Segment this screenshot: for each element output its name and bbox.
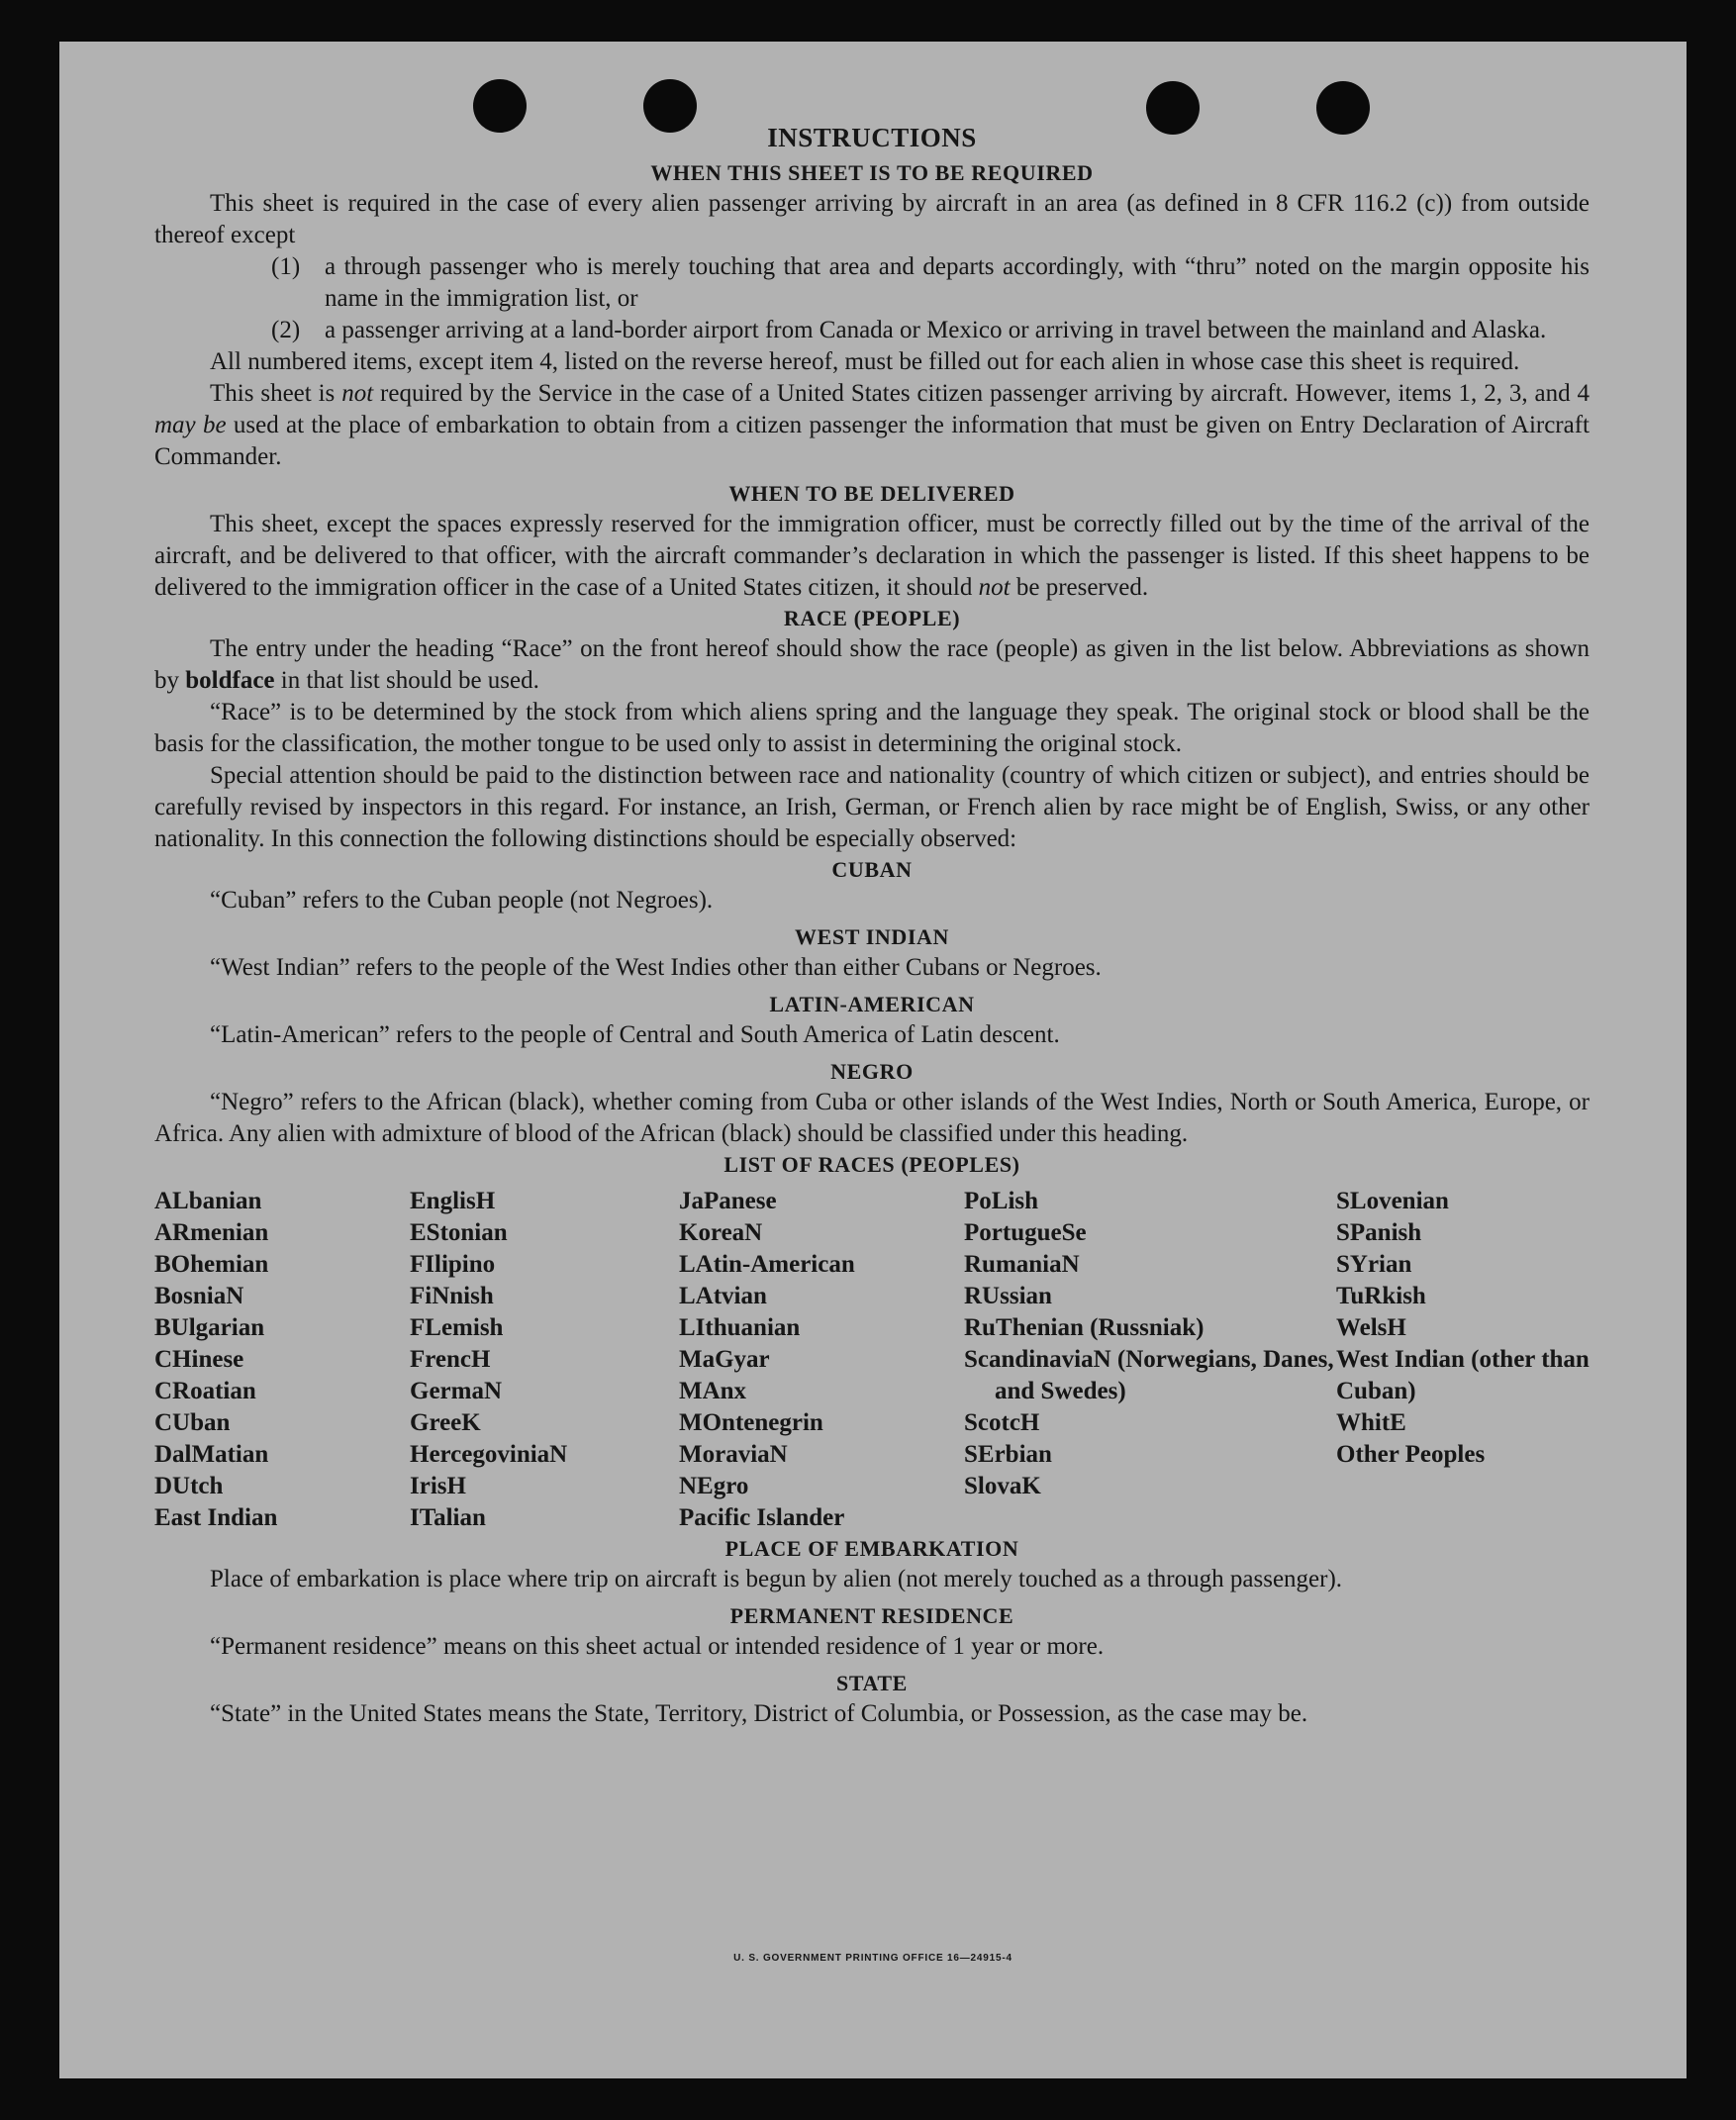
race-list-item: MOntenegrin xyxy=(679,1409,823,1436)
race-list-item: SlovaK xyxy=(964,1473,1041,1499)
race-list-item: ITalian xyxy=(410,1504,486,1531)
citizen-paragraph: This sheet is not required by the Service in the case of a United States citizen passenger arriving by aircraft. However, items 1, 2, 3, and 4 may be used at the place of embarkation to obtain from a citizen passenger the information that must be given on Entry Declaration of Aircraft Commander. xyxy=(154,380,1591,470)
printing-office-footer: U. S. GOVERNMENT PRINTING OFFICE 16—24915-4 xyxy=(733,1953,1013,1964)
cuban-definition: “Cuban” refers to the Cuban people (not Negroes). xyxy=(210,887,714,914)
item-text: a through passenger who is merely touching that area and departs accordingly, with “thru” noted on the margin opposite his name in the immigration list, or xyxy=(325,253,1590,312)
race-list-item: SYrian xyxy=(1336,1251,1412,1278)
race-list-item: MAnx xyxy=(679,1378,747,1404)
race-list-item: West Indian (other than Cuban) xyxy=(1336,1346,1590,1404)
section-heading-race: RACE (PEOPLE) xyxy=(783,606,961,630)
race-list-item: KoreaN xyxy=(679,1219,763,1246)
west-indian-definition: “West Indian” refers to the people of the West Indies other than either Cubans or Negroes. xyxy=(210,954,1102,981)
item-number: (2) xyxy=(271,317,301,343)
race-paragraph-2: “Race” is to be determined by the stock from which aliens spring and the language they speak. The original stock or blood shall be the basis for the classification, the mother tongue to be used only to assist in determining the original stock. xyxy=(154,699,1590,757)
race-list-item: WhitE xyxy=(1336,1409,1406,1436)
race-list-item: LIthuanian xyxy=(679,1314,801,1341)
race-list-item: NEgro xyxy=(679,1473,749,1499)
race-list-item: IrisH xyxy=(410,1473,466,1499)
race-list-item: SPanish xyxy=(1336,1219,1422,1246)
race-list-item: RUssian xyxy=(964,1283,1052,1309)
race-list-item: GermaN xyxy=(410,1378,503,1404)
document-sheet xyxy=(59,42,1687,2078)
race-list-item: FiNnish xyxy=(410,1283,494,1309)
race-list-item: MoraviaN xyxy=(679,1441,788,1468)
exception-item xyxy=(271,315,1590,346)
race-list-item: FIlipino xyxy=(410,1251,496,1278)
item-text: a passenger arriving at a land-border airport from Canada or Mexico or arriving in travel between the mainland and Alaska. xyxy=(325,317,1547,343)
race-list-item: SLovenian xyxy=(1336,1188,1449,1214)
race-list-item: CRoatian xyxy=(154,1378,256,1404)
race-list-item: PoLish xyxy=(964,1188,1039,1214)
residence-definition: “Permanent residence” means on this sheet actual or intended residence of 1 year or more. xyxy=(210,1633,1105,1660)
race-column xyxy=(1336,1186,1590,1534)
page-title: INSTRUCTIONS xyxy=(767,123,977,152)
race-list-item: CUban xyxy=(154,1409,231,1436)
race-list-item: ScotcH xyxy=(964,1409,1040,1436)
section-heading-residence: PERMANENT RESIDENCE xyxy=(729,1603,1014,1628)
race-list-item: FLemish xyxy=(410,1314,504,1341)
race-list-item: PortugueSe xyxy=(964,1219,1087,1246)
state-definition: “State” in the United States means the State, Territory, District of Columbia, or Possession, as the case may be. xyxy=(210,1700,1308,1727)
race-list-item: EnglisH xyxy=(410,1188,496,1214)
section-heading-latin-american: LATIN-AMERICAN xyxy=(769,992,975,1016)
race-list-item: ARmenian xyxy=(154,1219,269,1246)
race-list-item: FrencH xyxy=(410,1346,491,1373)
exception-item xyxy=(271,251,1590,315)
race-list-item: BUlgarian xyxy=(154,1314,265,1341)
race-paragraph-3: Special attention should be paid to the distinction between race and nationality (country of which citizen or subject), and entries should be carefully revised by inspectors in this regard. For instance, an Irish, German, or French alien by race might be of English, Swiss, or any other nationality. In this connection the following distinctions should be especially observed: xyxy=(154,762,1590,852)
negro-definition: “Negro” refers to the African (black), whether coming from Cuba or other islands of the West Indies, North or South America, Europe, or Africa. Any alien with admixture of blood of the African (black) should be classified under this heading. xyxy=(154,1089,1590,1147)
race-list-item: LAtin-American xyxy=(679,1251,855,1278)
section-heading-negro: NEGRO xyxy=(830,1059,914,1084)
race-list-item: SErbian xyxy=(964,1441,1052,1468)
race-list-item: GreeK xyxy=(410,1409,481,1436)
section-heading-list-of-races: LIST OF RACES (PEOPLES) xyxy=(723,1152,1020,1177)
item-number: (1) xyxy=(271,253,301,280)
section-heading-west-indian: WEST INDIAN xyxy=(795,924,949,949)
race-list xyxy=(154,1186,1590,1534)
race-list-item: WelsH xyxy=(1336,1314,1406,1341)
race-list-item: JaPanese xyxy=(679,1188,777,1214)
race-list-item: DUtch xyxy=(154,1473,224,1499)
section-heading-state: STATE xyxy=(836,1671,908,1695)
race-list-item: TuRkish xyxy=(1336,1283,1426,1309)
race-list-item: ALbanian xyxy=(154,1188,262,1214)
section-heading-embarkation: PLACE OF EMBARKATION xyxy=(724,1536,1019,1561)
when-required-intro: This sheet is required in the case of every alien passenger arriving by aircraft in an area (as defined in 8 CFR 116.2 (c)) from outside thereof except xyxy=(154,190,1590,248)
race-column xyxy=(154,1186,410,1534)
section-heading-when-delivered: WHEN TO BE DELIVERED xyxy=(728,481,1015,506)
race-list-item: DalMatian xyxy=(154,1441,269,1468)
race-list-item: BosniaN xyxy=(154,1283,244,1309)
race-list-item: RuThenian (Russniak) xyxy=(964,1314,1205,1341)
instructions-content xyxy=(154,117,1590,1730)
race-list-item: MaGyar xyxy=(679,1346,770,1373)
race-list-item: EStonian xyxy=(410,1219,508,1246)
section-heading-cuban: CUBAN xyxy=(831,857,913,882)
race-list-item: CHinese xyxy=(154,1346,244,1373)
race-list-item: ScandinaviaN (Norwegians, Danes, and Swedes) xyxy=(964,1346,1334,1404)
race-column xyxy=(964,1186,1336,1534)
when-delivered-paragraph: This sheet, except the spaces expressly reserved for the immigration officer, must be correctly filled out by the time of the arrival of the aircraft, and be delivered to that officer, with the aircraft commander’s declaration in which the passenger is listed. If this sheet happens to be delivered to the immigration officer in the case of a United States citizen, it should not be preserved. xyxy=(154,511,1590,601)
race-list-item: East Indian xyxy=(154,1504,278,1531)
race-list-item: BOhemian xyxy=(154,1251,269,1278)
race-column xyxy=(679,1186,964,1534)
race-list-item: HercegoviniaN xyxy=(410,1441,568,1468)
numbered-items-paragraph: All numbered items, except item 4, listed on the reverse hereof, must be filled out for each alien in whose case this sheet is required. xyxy=(210,348,1520,375)
embarkation-definition: Place of embarkation is place where trip on aircraft is begun by alien (not merely touched as a through passenger). xyxy=(210,1566,1343,1592)
section-heading-when-required: WHEN THIS SHEET IS TO BE REQUIRED xyxy=(650,160,1094,185)
race-list-item: RumaniaN xyxy=(964,1251,1080,1278)
race-paragraph-1: The entry under the heading “Race” on the front hereof should show the race (people) as given in the list below. Abbreviations as shown by boldface in that list should be used. xyxy=(154,635,1590,694)
latin-american-definition: “Latin-American” refers to the people of Central and South America of Latin descent. xyxy=(210,1021,1060,1048)
race-list-item: Other Peoples xyxy=(1336,1441,1486,1468)
race-list-item: LAtvian xyxy=(679,1283,767,1309)
race-column xyxy=(410,1186,679,1534)
race-list-item: Pacific Islander xyxy=(679,1504,845,1531)
